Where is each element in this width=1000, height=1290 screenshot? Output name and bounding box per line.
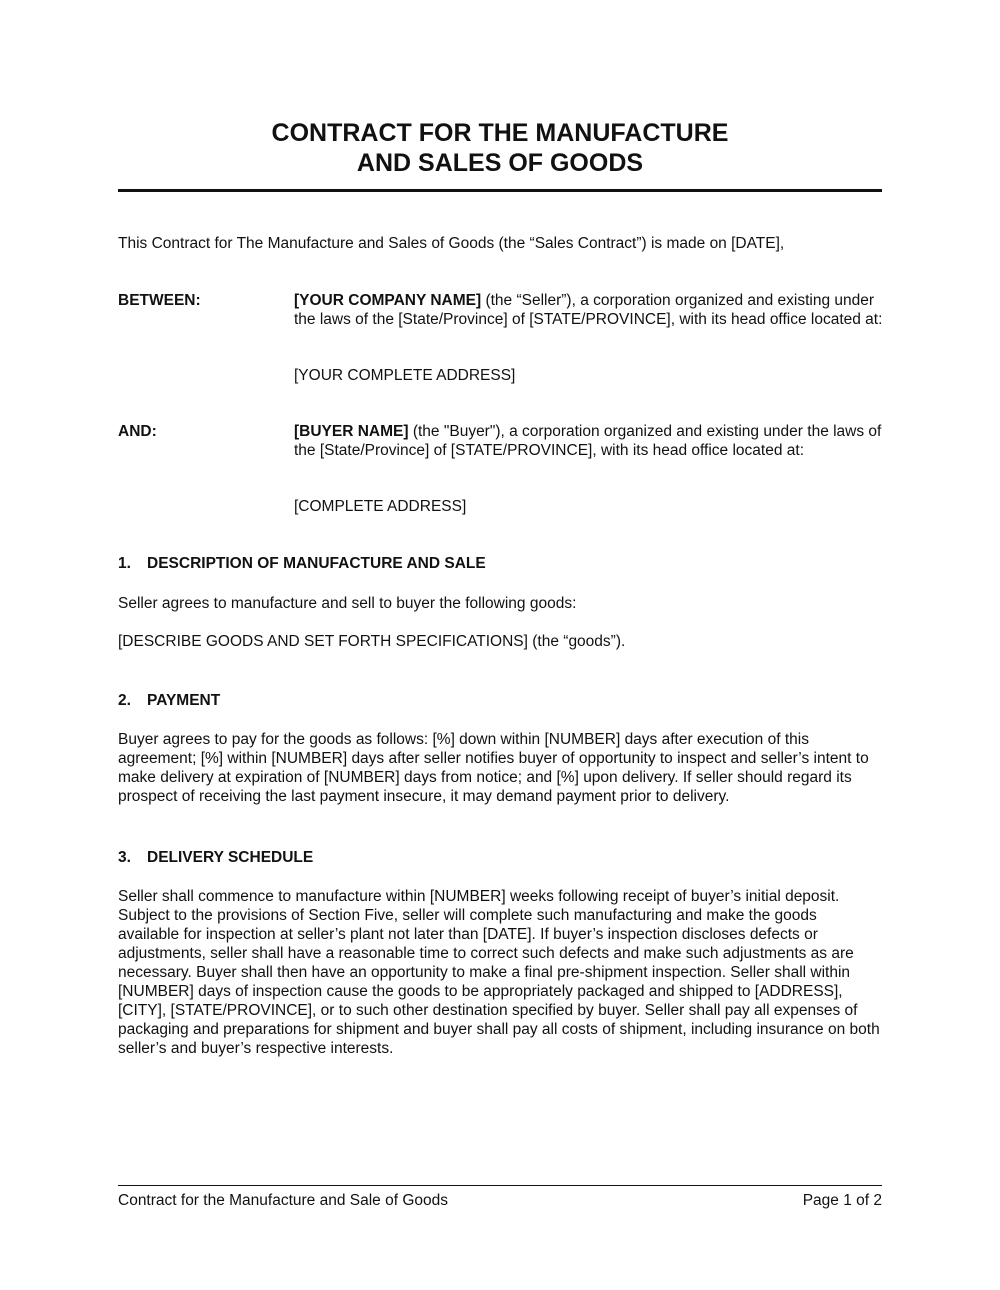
section-3-number: 3. [118,849,131,866]
title-line-1: CONTRACT FOR THE MANUFACTURE [271,119,729,147]
section-3-paragraph-1: Seller shall commence to manufacture within [NUMBER] weeks following receipt of buyer’s initial deposit. Subject to the provisions of Section Five, seller will complete such manufacturing and make the goods available for inspection at seller’s plant not later than [DATE]. If buyer’s inspection discloses defects or adjustments, seller shall have a reasonable time to correct such defects and make such adjustments as are necessary. Buyer shall then have an opportunity to make a final pre-shipment inspection. Seller shall within [NUMBER] days of inspection cause the goods to be appropriately packaged and shipped to [ADDRESS], [CITY], [STATE/PROVINCE], or to such other destination specified by buyer. Seller shall pay all expenses of packaging and preparations for shipment and buyer shall pay all costs of shipment, including insurance on both seller’s and buyer’s respective interests. [118,888,880,1057]
footer-page-number: Page 1 of 2 [802,1192,882,1209]
seller-terms: (the “Seller”), a corporation organized and existing under the laws of the [State/Province] of [STATE/PROVINCE], with its head office located at: [294,292,883,328]
document-title [118,118,882,178]
section-2-heading [118,691,220,710]
section-3-heading [118,848,313,867]
section-1-heading [118,554,486,573]
footer-document-title: Contract for the Manufacture and Sale of Goods [118,1192,448,1209]
title-line-2: AND SALES OF GOODS [356,149,644,177]
section-1-title: DESCRIPTION OF MANUFACTURE AND SALE [147,555,486,572]
section-1-number: 1. [118,555,131,572]
buyer-description [294,422,884,460]
section-1-paragraph-2: [DESCRIBE GOODS AND SET FORTH SPECIFICATIONS] (the “goods”). [118,633,626,650]
footer-divider [118,1185,882,1186]
intro-paragraph: This Contract for The Manufacture and Sales of Goods (the “Sales Contract”) is made on [DATE], [118,235,785,252]
section-2-title: PAYMENT [147,692,221,709]
title-divider [118,189,882,192]
seller-description [294,291,884,329]
buyer-name: [BUYER NAME] [294,423,409,440]
section-3-title: DELIVERY SCHEDULE [147,849,314,866]
section-2-number: 2. [118,692,131,709]
seller-name: [YOUR COMPANY NAME] [294,292,482,309]
and-label: AND: [118,423,157,440]
section-1-paragraph-1: Seller agrees to manufacture and sell to buyer the following goods: [118,595,577,612]
seller-address: [YOUR COMPLETE ADDRESS] [294,367,516,384]
buyer-address: [COMPLETE ADDRESS] [294,498,467,515]
between-label: BETWEEN: [118,292,201,309]
buyer-terms: (the "Buyer"), a corporation organized and existing under the laws of the [State/Province] of [STATE/PROVINCE], with its head office located at: [294,423,882,459]
section-2-paragraph-1: Buyer agrees to pay for the goods as follows: [%] down within [NUMBER] days after execution of this agreement; [%] within [NUMBER] days after seller notifies buyer of opportunity to inspect and seller’s intent to make delivery at expiration of [NUMBER] days from notice; and [%] upon delivery. If seller should regard its prospect of receiving the last payment insecure, it may demand payment prior to delivery. [118,731,869,805]
